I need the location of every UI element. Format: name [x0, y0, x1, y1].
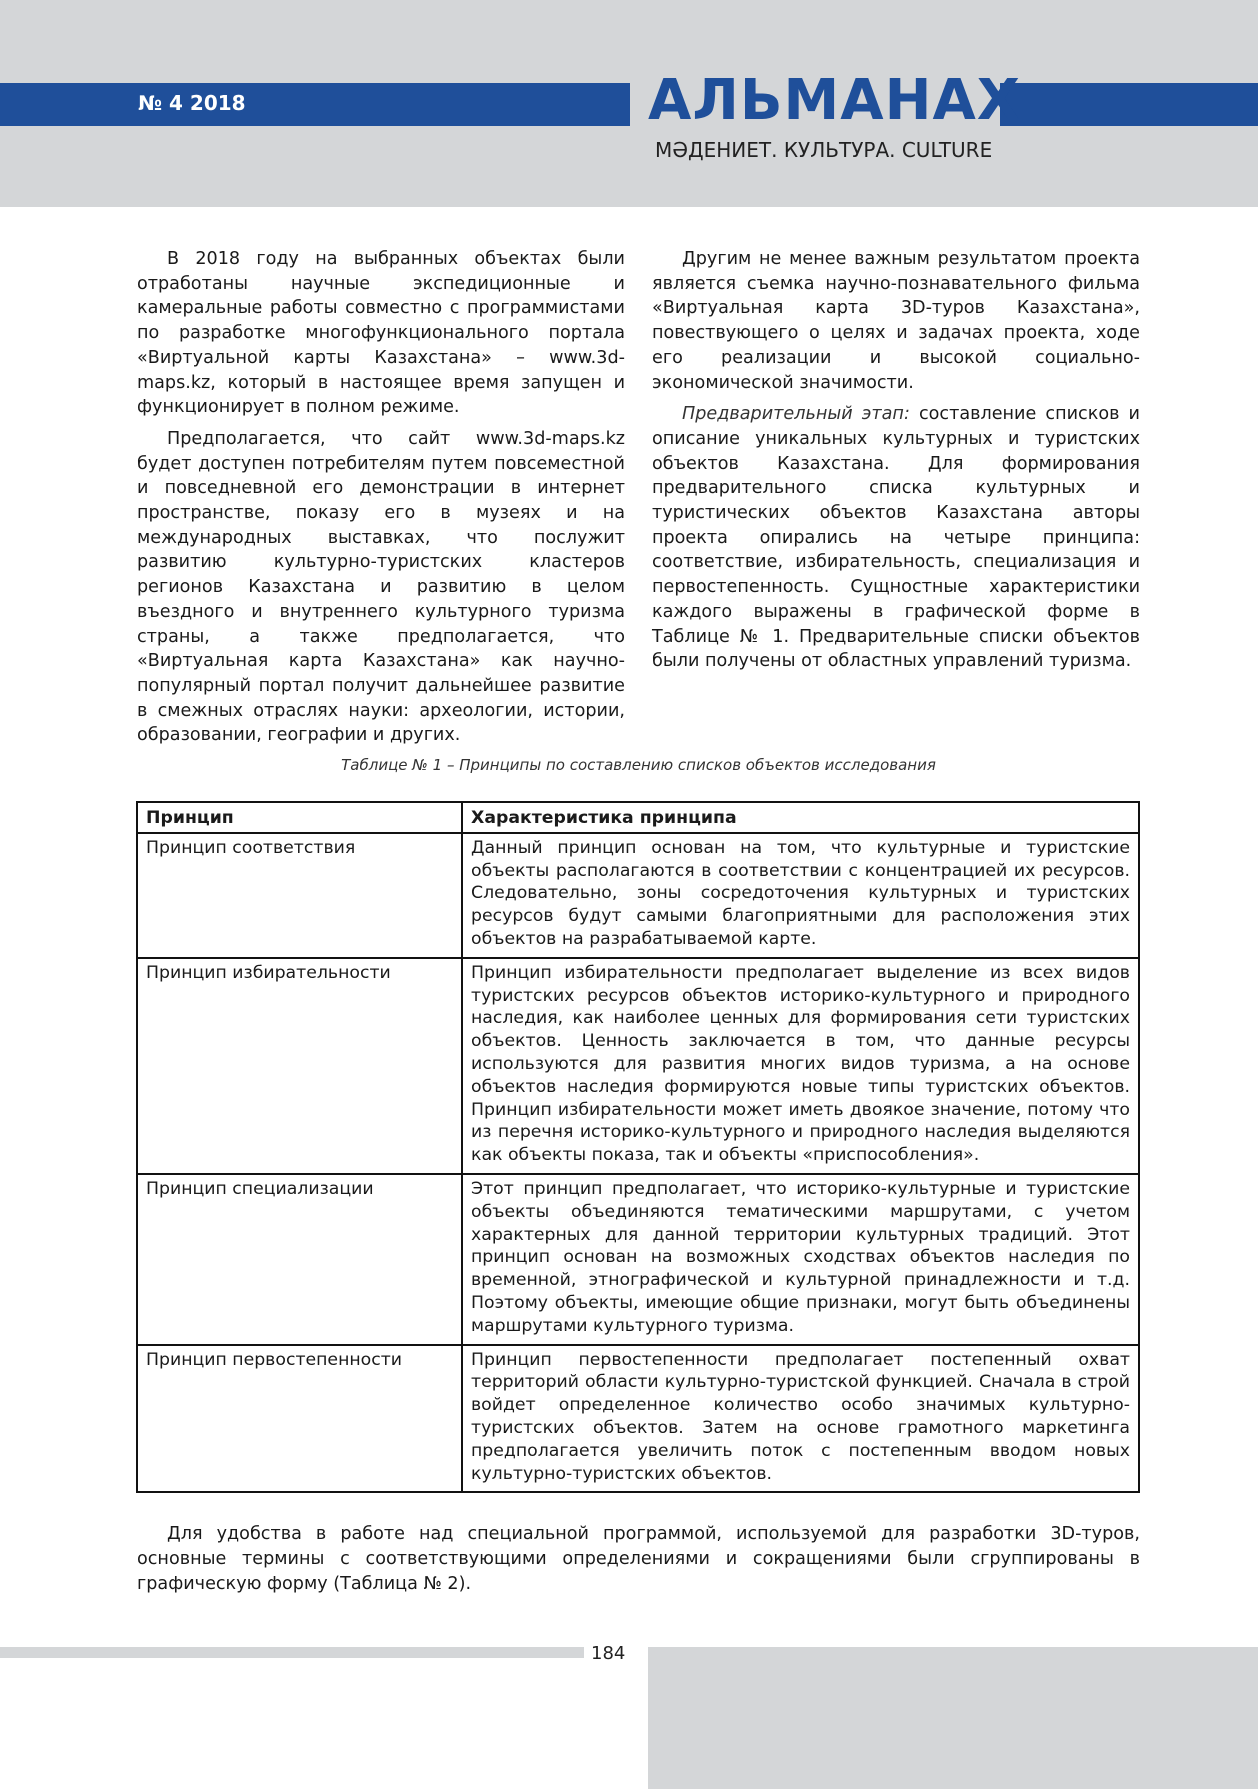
header-band-left [0, 83, 630, 126]
left-column [137, 247, 625, 755]
principles-table [136, 801, 1140, 1493]
header-band-right [1000, 83, 1258, 126]
principle-name: Принцип первостепенности [137, 1345, 462, 1493]
table-row [137, 1345, 1139, 1493]
paragraph: Предполагается, что сайт www.3d-maps.kz будет доступен потребителям путем повсеместной и повседневной его демонстрации в интернет пространстве, показу его в музеях и на международных выставках, что послужит развитию культурно-туристских кластеров регионов Казахстана и развитию в целом въездного и внутреннего культурного туризма страны, а также предполагается, что «Виртуальная карта Казахстана» как научно-популярный портал получит дальнейшее развитие в смежных отраслях науки: археологии, истории, образовании, географии и других. [137, 428, 625, 746]
table-row [137, 833, 1139, 958]
issue-number: № 4 2018 [138, 91, 246, 115]
footer-bar-left [0, 1647, 584, 1658]
principle-description: Этот принцип предполагает, что историко-культурные и туристские объекты объединяются тематическими маршрутами, с учетом характерных для данной территории культурных традиций. Этот принцип основан на возможных сходствах объектов наследия по временной, этнографической и культурной принадлежности и т.д. Поэтому объекты, имеющие общие признаки, могут быть объединены маршрутами культурного туризма. [462, 1174, 1139, 1345]
page-number: 184 [591, 1643, 626, 1664]
paragraph-rest: составление списков и описание уникальных культурных и туристских объектов Казахстана. Для формирования предварительного списка культурных и туристических объектов Казахстана авторы проекта опирались на четыре принципа: соответствие, избирательность, специализация и первостепенность. Сущностные характеристики каждого выражены в графической форме в Таблице № 1. Предварительные списки объектов были получены от областных управлений туризма. [652, 404, 1140, 672]
closing-paragraph-block [137, 1522, 1140, 1597]
principle-name: Принцип специализации [137, 1174, 462, 1345]
table-header-row [137, 802, 1139, 833]
table-caption: Таблице № 1 – Принципы по составлению списков объектов исследования [341, 756, 936, 774]
table-row [137, 1174, 1139, 1345]
principle-name: Принцип избирательности [137, 958, 462, 1174]
paragraph: Для удобства в работе над специальной программой, используемой для разработки 3D-туров, основные термины с соответствующими определениями и сокращениями были сгруппированы в графическую форму (Таблица № 2). [137, 1524, 1140, 1594]
paragraph: Другим не менее важным результатом проекта является съемка научно-познавательного фильма «Виртуальная карта 3D-туров Казахстана», повествующего о целях и задачах проекта, ходе его реализации и высокой социально-экономической значимости. [652, 249, 1140, 393]
paragraph: В 2018 году на выбранных объектах были отработаны научные экспедиционные и камеральные работы совместно с программистами по разработке многофункционального портала «Виртуальной карты Казахстана» – www.3d-maps.kz, который в настоящее время запущен и функционирует в полном режиме. [137, 249, 625, 418]
journal-title: АЛЬМАНАХ [648, 68, 1021, 133]
principle-name: Принцип соответствия [137, 833, 462, 958]
paragraph [652, 402, 1140, 674]
italic-lead: Предварительный этап: [682, 404, 910, 425]
column-header: Характеристика принципа [462, 802, 1139, 833]
principle-description: Данный принцип основан на том, что культурные и туристские объекты располагаются в соответствии с концентрацией их ресурсов. Следовательно, зоны сосредоточения культурных и туристских ресурсов будут самыми благоприятными для расположения этих объектов на разрабатываемой карте. [462, 833, 1139, 958]
column-header: Принцип [137, 802, 462, 833]
right-column [652, 247, 1140, 681]
principle-description: Принцип избирательности предполагает выделение из всех видов туристских ресурсов объектов историко-культурного и природного наследия, как наиболее ценных для формирования сети туристских объектов. Ценность заключается в том, что данные ресурсы используются для развития многих видов туризма, а на основе объектов наследия формируются новые типы туристских объектов. Принцип избирательности может иметь двоякое значение, потому что из перечня историко-культурного и природного наследия выделяются как объекты показа, так и объекты «приспособления». [462, 958, 1139, 1174]
footer-block-right [648, 1647, 1258, 1789]
journal-subtitle: МӘДЕНИЕТ. КУЛЬТУРА. CULTURE [655, 138, 993, 162]
table-row [137, 958, 1139, 1174]
principle-description: Принцип первостепенности предполагает постепенный охват территорий области культурно-туристской функцией. Сначала в строй войдет определенное количество особо значимых культурно-туристских объектов. Затем на основе грамотного маркетинга предполагается увеличить поток с постепенным вводом новых культурно-туристских объектов. [462, 1345, 1139, 1493]
